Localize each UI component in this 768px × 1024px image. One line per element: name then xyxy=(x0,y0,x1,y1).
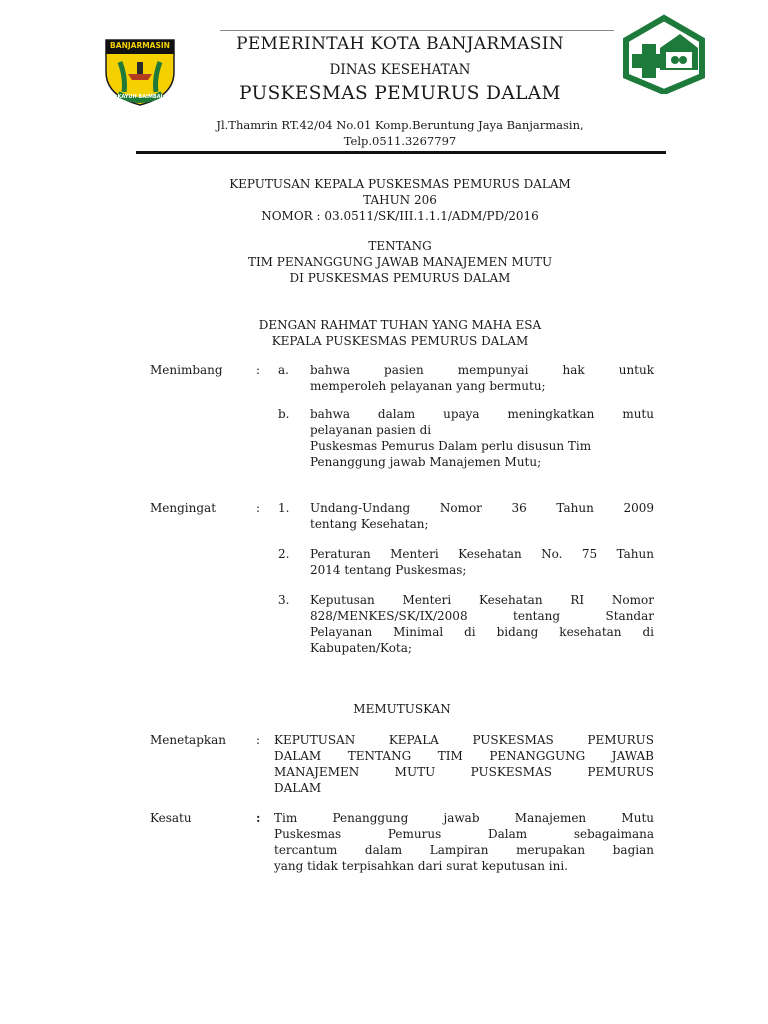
kesatu-line-3: tercantum dalam Lampiran merupakan bagian xyxy=(274,843,654,857)
menimbang-b-marker: b. xyxy=(278,407,290,421)
mengingat-1-marker: 1. xyxy=(278,501,290,515)
kesatu-line-1: Tim Penanggung jawab Manajemen Mutu xyxy=(274,811,654,825)
memutuskan-heading: MEMUTUSKAN xyxy=(353,702,451,716)
kesatu-line-2: Puskesmas Pemurus Dalam sebagaimana xyxy=(274,827,654,841)
menimbang-b-line-2: pelayanan pasien di xyxy=(310,423,432,437)
menimbang-colon: : xyxy=(256,363,261,377)
header-rule xyxy=(136,151,666,154)
header-government: PEMERINTAH KOTA BANJARMASIN xyxy=(236,34,564,54)
mengingat-2-line-1: Peraturan Menteri Kesehatan No. 75 Tahun xyxy=(310,547,654,561)
mengingat-1-line-1: Undang-Undang Nomor 36 Tahun 2009 xyxy=(310,501,654,515)
puskesmas-logo xyxy=(618,14,710,94)
mengingat-3-line-1: Keputusan Menteri Kesehatan RI Nomor xyxy=(310,593,654,607)
kesatu-colon: : xyxy=(256,811,261,825)
menimbang-b-line-1: bahwa dalam upaya meningkatkan mutu xyxy=(310,407,654,421)
mengingat-colon: : xyxy=(256,501,261,515)
mengingat-3-line-2: 828/MENKES/SK/IX/2008 tentang Standar xyxy=(310,609,654,623)
title-subject-2: DI PUSKESMAS PEMURUS DALAM xyxy=(289,271,511,285)
mengingat-2-line-2: 2014 tentang Puskesmas; xyxy=(310,563,467,577)
mengingat-3-line-3: Pelayanan Minimal di bidang kesehatan di xyxy=(310,625,654,639)
menetapkan-line-2: DALAM TENTANG TIM PENANGGUNG JAWAB xyxy=(274,749,654,763)
mengingat-label: Mengingat xyxy=(150,501,217,515)
mengingat-3-marker: 3. xyxy=(278,593,290,607)
title-about: TENTANG xyxy=(368,239,432,253)
menimbang-a-line-2: memperoleh pelayanan yang bermutu; xyxy=(310,379,546,393)
title-line-1: KEPUTUSAN KEPALA PUSKESMAS PEMURUS DALAM xyxy=(229,177,571,191)
menimbang-b-line-4: Penanggung jawab Manajemen Mutu; xyxy=(310,455,542,469)
menetapkan-label: Menetapkan xyxy=(150,733,227,747)
title-line-2: TAHUN 206 xyxy=(363,193,437,207)
menimbang-label: Menimbang xyxy=(150,363,223,377)
menetapkan-line-3: MANAJEMEN MUTU PUSKESMAS PEMURUS xyxy=(274,765,654,779)
header-phone: Telp.0511.3267797 xyxy=(343,134,457,148)
city-logo-top-text: BANJARMASIN xyxy=(110,41,170,50)
menimbang-a-line-1: bahwa pasien mempunyai hak untuk xyxy=(310,363,654,377)
menetapkan-line-1: KEPUTUSAN KEPALA PUSKESMAS PEMURUS xyxy=(274,733,654,747)
header-address: Jl.Thamrin RT.42/04 No.01 Komp.Beruntung Jaya Banjarmasin, xyxy=(216,118,584,132)
title-grace-1: DENGAN RAHMAT TUHAN YANG MAHA ESA xyxy=(258,318,542,332)
kesatu-line-4: yang tidak terpisahkan dari surat keputusan ini. xyxy=(274,859,568,873)
mengingat-1-line-2: tentang Kesehatan; xyxy=(310,517,429,531)
header-top-line xyxy=(220,30,614,31)
header-clinic: PUSKESMAS PEMURUS DALAM xyxy=(239,83,561,104)
menimbang-a-marker: a. xyxy=(278,363,289,377)
menetapkan-line-4: DALAM xyxy=(274,781,322,795)
city-logo-bottom-text: KAYUH BAIMBAI xyxy=(117,94,163,100)
kesatu-label: Kesatu xyxy=(150,811,192,825)
title-grace-2: KEPALA PUSKESMAS PEMURUS DALAM xyxy=(271,334,529,348)
mengingat-3-line-4: Kabupaten/Kota; xyxy=(310,641,412,655)
title-number: NOMOR : 03.0511/SK/III.1.1.1/ADM/PD/2016 xyxy=(261,209,539,223)
menetapkan-colon: : xyxy=(256,733,261,747)
menimbang-b-line-3: Puskesmas Pemurus Dalam perlu disusun Tim xyxy=(310,439,592,453)
title-subject-1: TIM PENANGGUNG JAWAB MANAJEMEN MUTU xyxy=(247,255,553,269)
header-agency: DINAS KESEHATAN xyxy=(329,62,471,78)
mengingat-2-marker: 2. xyxy=(278,547,290,561)
